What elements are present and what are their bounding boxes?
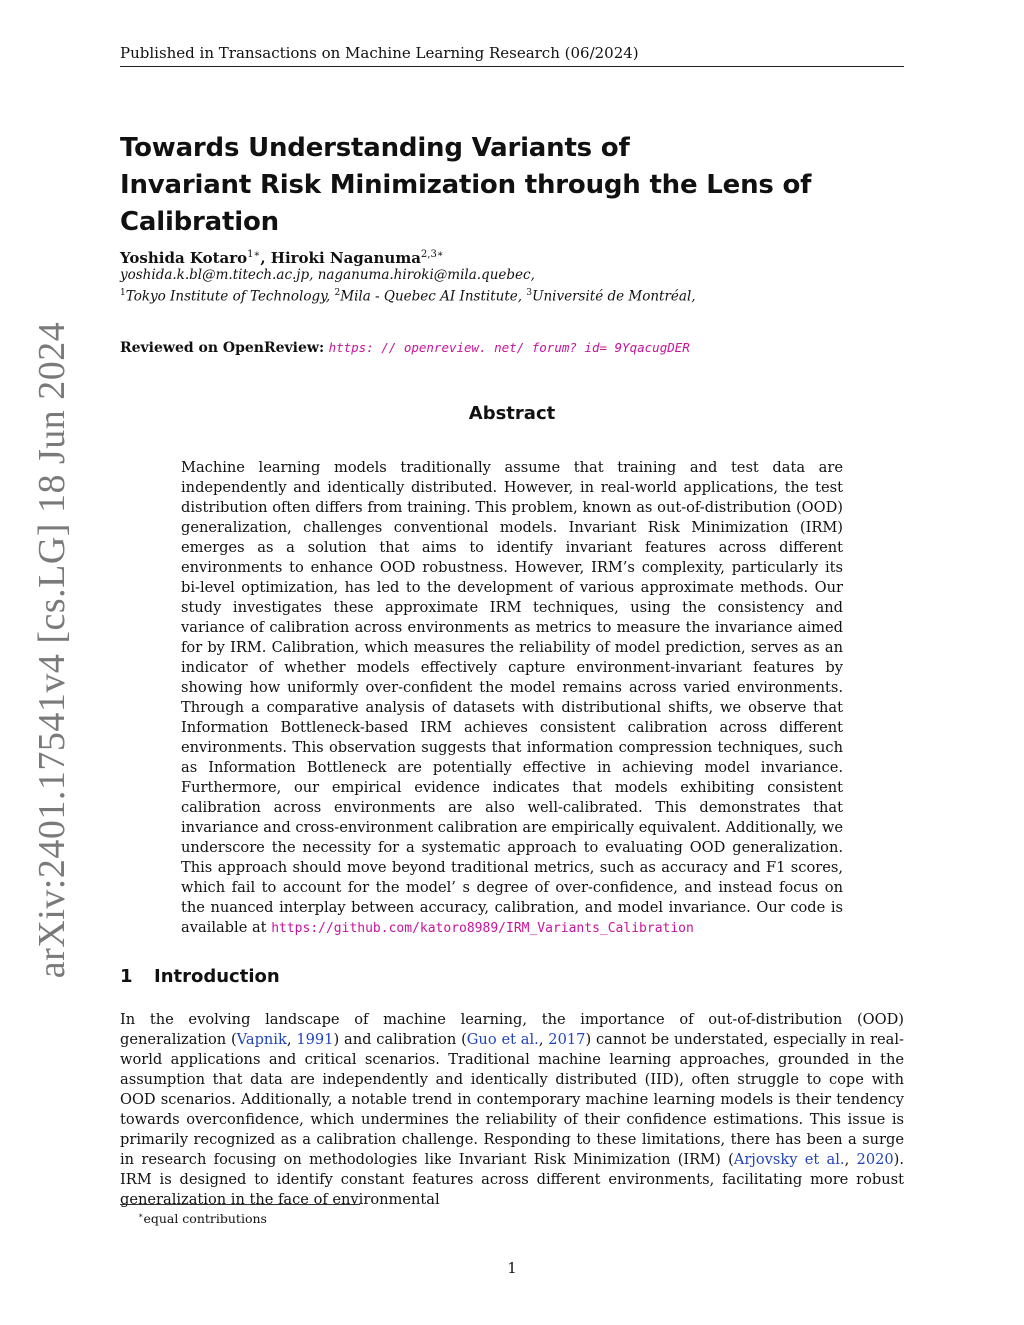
body-text: In the evolving landscape of machine learning, the importance of out-of-distribution (OOD) generalization ( bbox=[120, 1011, 904, 1048]
abstract-heading: Abstract bbox=[468, 403, 556, 424]
header-rule bbox=[120, 66, 904, 67]
author-list bbox=[120, 245, 444, 268]
citation-year-link[interactable]: 1991 bbox=[296, 1031, 334, 1048]
section-title: Introduction bbox=[154, 966, 280, 987]
section-heading bbox=[120, 965, 280, 989]
section-number: 1 bbox=[120, 966, 133, 987]
citation-separator: , bbox=[538, 1031, 549, 1048]
citation-year-link[interactable]: 2017 bbox=[548, 1031, 586, 1048]
body-text: ) and calibration ( bbox=[333, 1031, 467, 1048]
arxiv-identifier: arXiv:2401.17541v4 [cs.LG] 18 Jun 2024 bbox=[31, 321, 73, 979]
affiliation-mark: 3 bbox=[526, 288, 533, 298]
footnote-text: equal contributions bbox=[143, 1211, 267, 1227]
affiliation-mark: 2 bbox=[334, 288, 341, 298]
author-name: Hiroki Naganuma bbox=[270, 249, 421, 267]
title-line-1: Towards Understanding Variants of bbox=[120, 133, 630, 163]
paper-title bbox=[120, 130, 920, 241]
review-line bbox=[120, 339, 690, 357]
page-number: 1 bbox=[507, 1259, 517, 1277]
introduction-paragraph bbox=[120, 1010, 904, 1210]
abstract-text: Machine learning models traditionally assume that training and test data are independently and identically distributed. However, in real-world applications, the test distribution often differs from training. This problem, known as out-of-distribution (OOD) generalization, challenges conventional models. Invariant Risk Minimization (IRM) emerges as a solution that aims to identify invariant features across different environments to enhance OOD robustness. However, IRM’s complexity, particularly its bi-level optimization, has led to the development of various approximate methods. Our study investigates these approximate IRM techniques, using the consistency and variance of calibration across environments as metrics to measure the invariance aimed for by IRM. Calibration, which measures the reliability of model prediction, serves as an indicator of whether models effectively capture environment-invariant features by showing how uniformly over-confident the model remains across varied environments. Through a comparative analysis of datasets with distributional shifts, we observe that Information Bottleneck-based IRM achieves consistent calibration across different environments. This observation suggests that information compression techniques, such as Information Bottleneck are potentially effective in achieving model invariance. Furthermore, our empirical evidence indicates that models exhibiting consistent calibration across environments are also well-calibrated. This demonstrates that invariance and cross-environment calibration are empirically equivalent. Additionally, we underscore the necessity for a systematic approach to evaluating OOD generalization. This approach should move beyond traditional metrics, such as accuracy and F1 scores, which fail to account for the model’ s degree of over-confidence, and instead focus on the nuanced interplay between accuracy, calibration, and model invariance. Our code is available at bbox=[181, 459, 843, 936]
author-affiliation-mark: 1∗ bbox=[247, 249, 261, 260]
review-label: Reviewed on OpenReview: bbox=[120, 340, 325, 356]
affiliations bbox=[120, 284, 696, 306]
author-affiliation-mark: 2,3∗ bbox=[420, 249, 444, 260]
affiliation: Tokyo Institute of Technology, bbox=[125, 288, 335, 305]
footnote-mark: ∗ bbox=[138, 1211, 144, 1220]
body-text: ) cannot be understated, especially in real-world applications and critical scenarios. Traditional machine learning approaches, grounded in the assumption that data are independently and identically distributed (IID), often struggle to cope with OOD scenarios. Additionally, a notable trend in contemporary machine learning models is their tendency towards overconfidence, which undermines the reliability of their confidence estimations. This issue is primarily recognized as a calibration challenge. Responding to these limitations, there has been a surge in research focusing on methodologies like Invariant Risk Minimization (IRM) ( bbox=[120, 1031, 904, 1168]
code-repository-link[interactable]: https://github.com/katoro8989/IRM_Variants_Calibration bbox=[271, 921, 694, 936]
author-separator: , bbox=[260, 249, 271, 267]
title-line-2: Invariant Risk Minimization through the Lens of Calibration bbox=[120, 170, 812, 237]
citation-link[interactable]: Guo et al. bbox=[466, 1031, 539, 1048]
citation-separator: , bbox=[844, 1151, 857, 1168]
citation-link[interactable]: Arjovsky et al. bbox=[733, 1151, 845, 1168]
body-text: ). IRM is designed to identify constant features across different environments, facilitating more robust generalization in the face of environmental bbox=[120, 1151, 905, 1208]
author-name: Yoshida Kotaro bbox=[120, 249, 248, 267]
abstract-body bbox=[181, 458, 843, 939]
citation-year-link[interactable]: 2020 bbox=[856, 1151, 894, 1168]
venue-header: Published in Transactions on Machine Learning Research (06/2024) bbox=[120, 44, 639, 62]
citation-link[interactable]: Vapnik bbox=[236, 1031, 287, 1048]
affiliation-mark: 1 bbox=[120, 288, 126, 298]
author-emails: yoshida.k.bl@m.titech.ac.jp, naganuma.hiroki@mila.quebec, bbox=[120, 267, 535, 283]
footnote bbox=[138, 1208, 267, 1227]
affiliation: Université de Montréal, bbox=[532, 288, 696, 305]
affiliation: Mila - Quebec AI Institute, bbox=[340, 288, 527, 305]
footnote-rule bbox=[120, 1204, 360, 1205]
openreview-link[interactable]: https: // openreview. net/ forum? id= 9YqacugDER bbox=[328, 340, 690, 355]
citation-separator: , bbox=[286, 1031, 297, 1048]
